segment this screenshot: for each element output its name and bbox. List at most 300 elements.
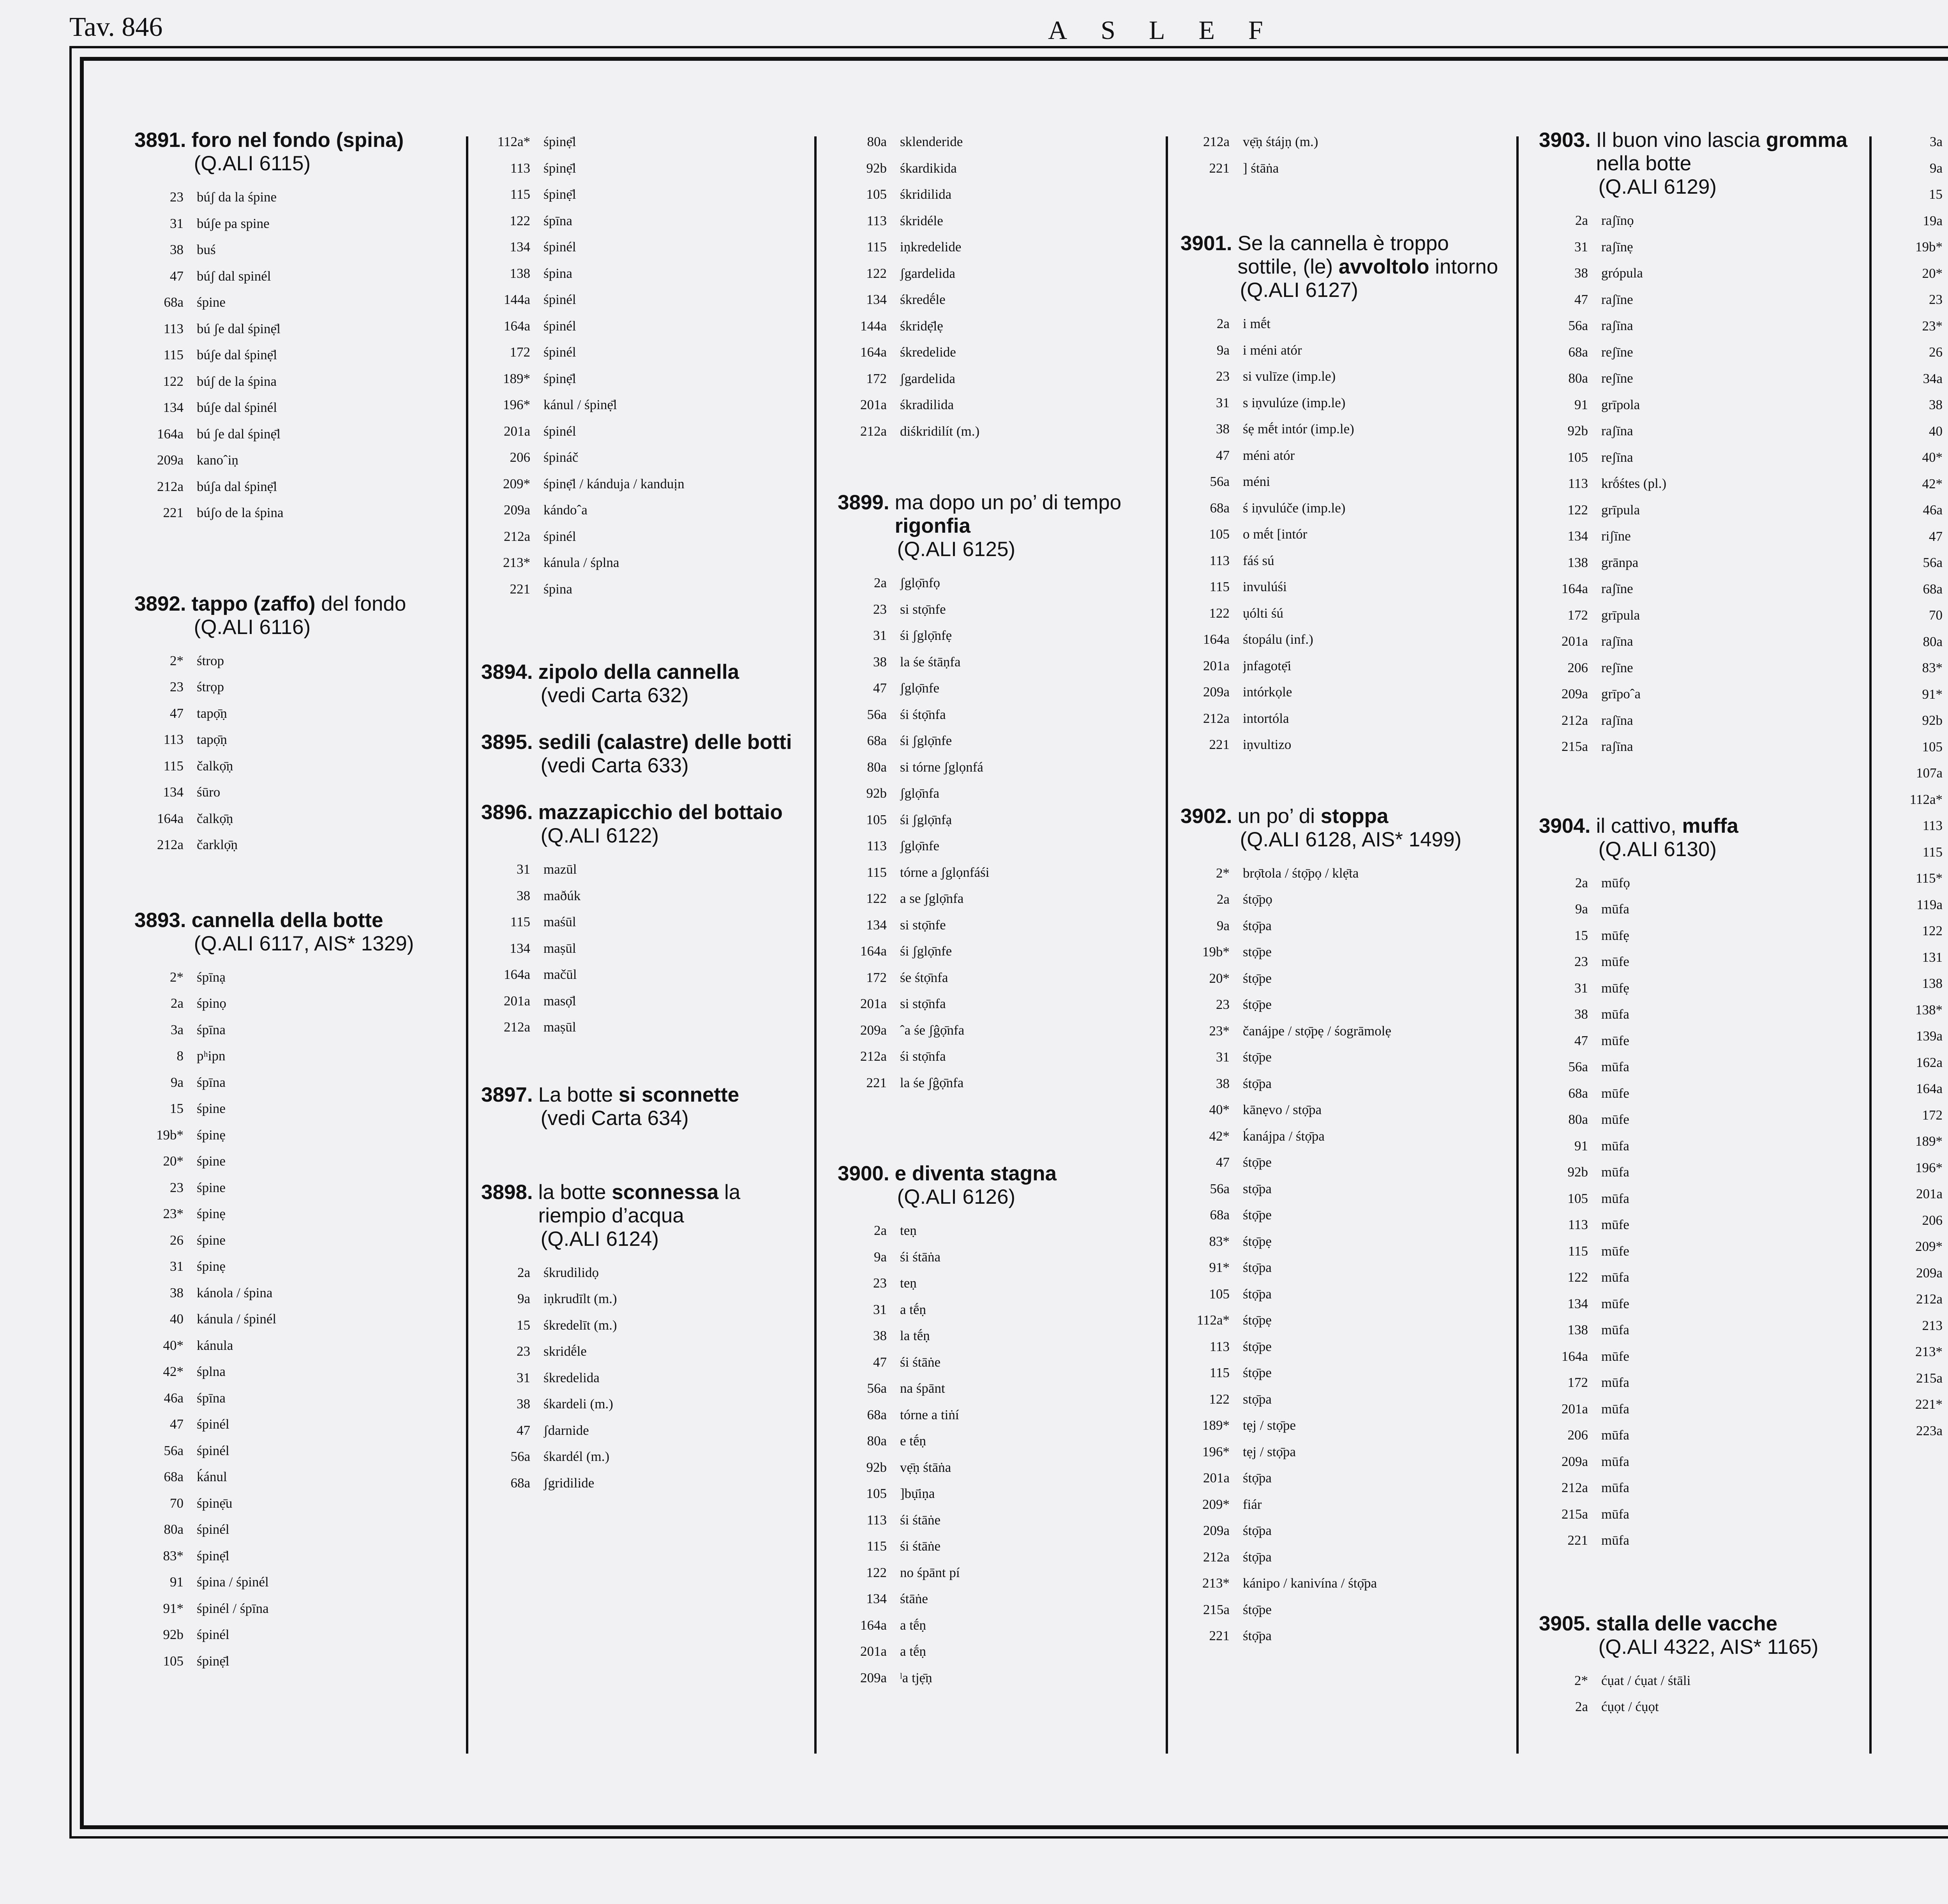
location-code: 144a: [503, 292, 530, 307]
dialect-form: reʃīne: [1601, 660, 1633, 675]
dialect-row: [838, 991, 1153, 1017]
dialect-form: śkredḗle: [900, 292, 946, 307]
entry-reference: (Q.ALI 6130): [1598, 837, 1717, 861]
dialect-row: [481, 1391, 801, 1417]
dialect-row: [1893, 1155, 1948, 1181]
dialect-row: [134, 421, 446, 447]
dialect-form: śi stọ̄nfa: [900, 1049, 946, 1064]
dialect-row: [838, 859, 1153, 886]
dialect-row: [1893, 1207, 1948, 1234]
entry-section: [134, 909, 446, 1674]
dialect-row: [1539, 602, 1851, 629]
location-code: 80a: [1923, 634, 1943, 649]
location-code: 47: [1216, 1155, 1230, 1170]
dialect-row: [838, 833, 1153, 859]
dialect-row: [1893, 576, 1948, 602]
location-code: 213*: [1202, 1575, 1230, 1591]
location-code: 105: [1567, 1190, 1588, 1206]
dialect-form: raʃīnẹ: [1601, 239, 1633, 254]
location-code: 92b: [1922, 713, 1943, 728]
location-code: 38: [170, 1285, 184, 1300]
dialect-form: raʃīna: [1601, 712, 1633, 728]
location-code: 209*: [503, 476, 530, 491]
location-code: 122: [866, 265, 887, 281]
location-code: 68a: [1923, 581, 1943, 597]
dialect-form: a se ʃglọ̄nfa: [900, 891, 964, 906]
dialect-form: iṇkrudīlt (m.): [543, 1291, 617, 1306]
entry-title-part: la riempio d’acqua: [538, 1180, 741, 1227]
dialect-form: śpina: [543, 265, 572, 281]
location-code: 47: [1574, 1033, 1588, 1048]
dialect-form: śpinẹ̄l: [543, 134, 576, 149]
dialect-row: [481, 1259, 801, 1286]
dialect-row: [1180, 679, 1504, 705]
dialect-row: [134, 1095, 446, 1122]
dialect-form: ʃdarnide: [543, 1422, 589, 1438]
location-code: 134: [866, 917, 887, 933]
dialect-form: grīpula: [1601, 607, 1640, 623]
dialect-row: [1539, 1133, 1851, 1159]
dialect-row: [134, 674, 446, 700]
dialect-form: mūfe: [1601, 1348, 1629, 1364]
entry-section: [481, 731, 801, 777]
dialect-row: [134, 237, 446, 263]
location-code: 9a: [1575, 901, 1588, 917]
dialect-form: la śe śtāṇfa: [900, 654, 961, 669]
entry-reference: (Q.ALI 6129): [1598, 175, 1717, 198]
dialect-row: [134, 832, 446, 858]
location-code: 113: [866, 213, 887, 228]
dialect-row: [838, 1296, 1153, 1323]
location-code: 196*: [1915, 1160, 1943, 1175]
location-code: 212a: [1203, 1549, 1230, 1565]
dialect-row: [1539, 470, 1851, 497]
dialect-row: [1539, 1527, 1851, 1554]
dialect-form: śi ʃglọ̄nfẹ: [900, 628, 952, 643]
entry-reference: (vedi Carta 633): [540, 754, 689, 777]
location-code: 68a: [1210, 1207, 1230, 1222]
dialect-row: [481, 856, 801, 883]
dialect-row: [1539, 1264, 1851, 1291]
location-code: 31: [517, 862, 530, 877]
location-code: 164a: [860, 344, 887, 360]
dialect-form: śpinẹ̄l: [197, 1548, 229, 1563]
dialect-row: [134, 1201, 446, 1227]
location-code: 2*: [170, 969, 184, 985]
dialect-row: [1539, 1369, 1851, 1396]
dialect-row: [838, 1323, 1153, 1349]
dialect-row: [1539, 1475, 1851, 1501]
dialect-row: [1180, 495, 1504, 521]
dialect-form: śpinẹ: [197, 1127, 226, 1143]
dialect-row: [1893, 1365, 1948, 1392]
entry-header: [481, 731, 801, 777]
location-code: 40: [170, 1311, 184, 1326]
location-code: 56a: [164, 1443, 184, 1458]
dialect-form: śtopálu (inf.): [1243, 632, 1313, 647]
dialect-row: [481, 961, 801, 988]
location-code: 47: [170, 705, 184, 721]
dialect-form: mūfa: [1601, 1427, 1629, 1443]
location-code: 47: [170, 268, 184, 284]
dialect-form: śpinél: [197, 1443, 229, 1458]
entry-title-part: sedili (calastre) delle botti: [538, 731, 792, 754]
location-code: 215a: [1203, 1602, 1230, 1617]
dialect-row: [481, 286, 801, 313]
location-code: 9a: [170, 1074, 184, 1090]
entry-header: [134, 129, 446, 175]
dialect-row: [1893, 1023, 1948, 1049]
location-code: 134: [866, 1591, 887, 1606]
dialect-row: [838, 1428, 1153, 1454]
location-code: 40*: [163, 1337, 184, 1353]
dialect-row: [1539, 948, 1851, 975]
entry-title-part: Il buon vino lascia: [1596, 129, 1766, 152]
dialect-row: [1180, 1544, 1504, 1570]
location-code: 47: [517, 1422, 530, 1438]
dialect-row: [1893, 339, 1948, 366]
dialect-row: [481, 1365, 801, 1391]
dialect-form: śpinọ: [197, 996, 226, 1011]
location-code: 2*: [1216, 865, 1230, 881]
entry-title: [1238, 232, 1504, 302]
dialect-row: [1893, 260, 1948, 287]
dialect-row: [838, 1533, 1153, 1560]
dialect-row: [1893, 129, 1948, 155]
dialect-row: [1539, 365, 1851, 392]
dialect-row: [838, 339, 1153, 366]
dialect-row: [1893, 1418, 1948, 1444]
entry-title: [538, 731, 801, 777]
column-1: [134, 129, 446, 1746]
location-code: 83*: [1209, 1233, 1230, 1249]
dialect-row: [1539, 1054, 1851, 1080]
dialect-form: mūfẹ: [1601, 927, 1629, 943]
entry-section: [481, 661, 801, 707]
dialect-form: búʃe dal śpinẹ̄l: [197, 347, 277, 362]
dialect-row: [134, 1227, 446, 1254]
dialect-row: [1180, 1360, 1504, 1386]
location-code: 56a: [1568, 1059, 1588, 1074]
dialect-row: [1539, 576, 1851, 602]
entry-number: 3905.: [1539, 1612, 1591, 1635]
location-code: 92b: [866, 160, 887, 176]
dialect-form: śkridilida: [900, 187, 952, 202]
dialect-form: maðúk: [543, 888, 581, 903]
dialect-form: mūfe: [1601, 1243, 1629, 1259]
dialect-row: [1180, 626, 1504, 653]
location-code: 223a: [1916, 1423, 1943, 1438]
location-code: 47: [1574, 291, 1588, 307]
dialect-form: mūfe: [1601, 1296, 1629, 1311]
dialect-row: [1180, 416, 1504, 442]
dialect-form: ]bụ̄iṇa: [900, 1486, 935, 1501]
dialect-row: [1893, 471, 1948, 497]
dialect-row: [481, 1286, 801, 1312]
location-code: 119a: [1916, 897, 1943, 912]
dialect-form: śtọ̄pẹ: [1243, 1312, 1272, 1328]
dialect-row: [134, 342, 446, 368]
dialect-form: raʃīna: [1601, 318, 1633, 333]
location-code: 189*: [1202, 1418, 1230, 1433]
location-code: 221: [163, 505, 184, 520]
dialect-row: [1180, 1228, 1504, 1255]
location-code: 122: [1922, 923, 1943, 938]
location-code: 209a: [1916, 1265, 1943, 1281]
location-code: 221: [866, 1075, 887, 1090]
dialect-row: [1539, 655, 1851, 681]
dialect-form: śpinẹ: [197, 1206, 226, 1221]
location-code: 46a: [1923, 502, 1943, 518]
location-code: 189*: [503, 371, 530, 386]
dialect-form: śtọ̄pa: [1243, 1076, 1272, 1091]
dialect-row: [134, 1411, 446, 1438]
dialect-form: kándoˆa: [543, 502, 588, 518]
location-code: 212a: [860, 423, 887, 439]
dialect-form: ćụọt / ćụọt: [1601, 1699, 1659, 1714]
entry-title-part: Se la cannella è troppo sottile, (le): [1237, 232, 1449, 278]
dialect-row: [481, 1470, 801, 1496]
dialect-row: [1893, 1286, 1948, 1312]
location-code: 134: [1567, 528, 1588, 544]
entry-section: [481, 1083, 801, 1130]
dialect-form: la tḗṇ: [900, 1328, 930, 1343]
entry-number: 3893.: [134, 908, 186, 932]
dialect-row: [1893, 760, 1948, 786]
dialect-form: mūfa: [1601, 901, 1629, 917]
entry-header: [1180, 805, 1504, 851]
dialect-row: [134, 1648, 446, 1674]
dialect-row: [1539, 1106, 1851, 1133]
dialect-row: [838, 1375, 1153, 1402]
location-code: 206: [1922, 1212, 1943, 1228]
dialect-row: [134, 700, 446, 727]
dialect-row: [1893, 1076, 1948, 1102]
dialect-row: [481, 883, 801, 909]
dialect-row: [1539, 628, 1851, 655]
location-code: 2*: [170, 653, 184, 668]
location-code: 122: [1567, 502, 1588, 518]
dialect-row: [1539, 975, 1851, 1001]
location-code: 23: [517, 1344, 530, 1359]
location-code: 115: [866, 864, 887, 880]
location-code: 19a: [1923, 213, 1943, 228]
dialect-row: [1893, 155, 1948, 182]
location-code: 8: [176, 1048, 184, 1063]
dialect-row: [1180, 600, 1504, 627]
entry-number: 3901.: [1180, 232, 1232, 255]
dialect-row: [1893, 208, 1948, 234]
dialect-row: [838, 1217, 1153, 1244]
dialect-form: mūfe: [1601, 1033, 1629, 1048]
location-code: 19b*: [1202, 944, 1230, 959]
location-code: 92b: [866, 1459, 887, 1475]
location-code: 113: [1922, 818, 1943, 833]
location-code: 19b*: [156, 1127, 184, 1143]
dialect-row: [134, 805, 446, 832]
location-code: 138*: [1915, 1002, 1943, 1017]
column-divider: [814, 136, 817, 1754]
dialect-row: [1893, 892, 1948, 918]
dialect-form: riʃīne: [1601, 528, 1631, 544]
location-code: 115: [866, 1538, 887, 1554]
entry-section: [1180, 232, 1504, 758]
dialect-form: śtọ̄pa: [1243, 1549, 1272, 1565]
dialect-row: [838, 807, 1153, 833]
dialect-row: [134, 1621, 446, 1648]
location-code: 91*: [163, 1600, 184, 1616]
dialect-row: [1180, 1465, 1504, 1491]
location-code: 139a: [1916, 1028, 1943, 1044]
dialect-form: śtọ̄pẹ: [1243, 1233, 1272, 1249]
location-code: 38: [873, 1328, 887, 1343]
location-code: 122: [510, 213, 530, 228]
entry-title-part: rigonfia: [895, 514, 970, 537]
dialect-row: [838, 234, 1153, 260]
entry-header: [481, 661, 801, 707]
location-code: 115: [163, 347, 184, 362]
location-code: 70: [170, 1495, 184, 1511]
dialect-form: śtọ̄pe: [1243, 1049, 1272, 1065]
location-code: 23: [1216, 369, 1230, 384]
dialect-row: [134, 1122, 446, 1148]
location-code: 212a: [860, 1049, 887, 1064]
dialect-form: śūro: [197, 784, 221, 800]
dialect-form: reʃīna: [1601, 449, 1633, 465]
location-code: 212a: [503, 1019, 530, 1035]
dialect-form: śpinél: [197, 1417, 229, 1432]
dialect-row: [1539, 313, 1851, 339]
location-code: 42*: [1209, 1128, 1230, 1144]
dialect-form: grópula: [1601, 265, 1643, 281]
location-code: 144a: [860, 318, 887, 334]
dialect-row: [1180, 548, 1504, 574]
dialect-form: čanájpe / stọ̄pẹ / śogrāmolẹ: [1243, 1023, 1391, 1039]
dialect-form: śpináč: [543, 450, 579, 465]
location-code: 112a*: [1909, 791, 1943, 807]
dialect-row: [1539, 339, 1851, 366]
entry-number: 3896.: [481, 801, 533, 824]
dialect-form: mūfa: [1601, 1375, 1629, 1390]
dialect-row: [1893, 392, 1948, 418]
dialect-form: tẹj / stọ̄pe: [1243, 1418, 1296, 1433]
dialect-row: [1893, 707, 1948, 734]
location-code: 105: [866, 187, 887, 202]
dialect-form: ʃglọ̄nfa: [900, 786, 940, 801]
dialect-row: [481, 418, 801, 445]
dialect-form: ḱánul: [197, 1469, 227, 1484]
location-code: 134: [866, 292, 887, 307]
entry-title: [538, 801, 801, 848]
dialect-form: mūfe: [1601, 1217, 1629, 1232]
dialect-form: śtọ̄pọ: [1243, 892, 1272, 907]
location-code: 206: [510, 450, 530, 465]
location-code: 2a: [1216, 316, 1230, 331]
location-code: 42*: [1922, 476, 1943, 491]
dialect-row: [1893, 497, 1948, 523]
location-code: 2*: [1574, 1673, 1588, 1688]
dialect-row: [1893, 1049, 1948, 1076]
dialect-row: [134, 1175, 446, 1201]
dialect-row: [1539, 523, 1851, 549]
dialect-row: [1539, 1238, 1851, 1265]
dialect-row: [1539, 1001, 1851, 1028]
dialect-row: [1893, 1102, 1948, 1129]
entry-title-part: cannella della botte: [191, 908, 383, 932]
entry-header: [481, 801, 801, 848]
dialect-row: [134, 1148, 446, 1175]
entry-title: [192, 592, 446, 639]
dialect-form: fiár: [1243, 1496, 1262, 1512]
dialect-form: čarklọ̄ṇ: [197, 837, 238, 852]
location-code: 164a: [157, 811, 184, 826]
location-code: 212a: [157, 479, 184, 494]
dialect-form: ʃgardelida: [900, 265, 955, 281]
entry-title-part: il cattivo,: [1596, 814, 1682, 837]
location-code: 113: [1209, 1339, 1230, 1354]
dialect-form: kánul / śpinẹ̄l: [543, 397, 617, 412]
location-code: 201a: [1203, 1470, 1230, 1485]
location-code: 164a: [860, 1617, 887, 1633]
dialect-form: śkardikida: [900, 160, 957, 176]
dialect-row: [134, 1569, 446, 1595]
location-code: 9a: [1216, 918, 1230, 933]
dialect-row: [1180, 363, 1504, 390]
dialect-row: [1893, 1312, 1948, 1339]
entry-title-part: del fondo: [315, 592, 406, 615]
dialect-row: [1180, 1070, 1504, 1097]
location-code: 172: [1922, 1107, 1943, 1123]
entry-header: [1180, 232, 1504, 302]
dialect-form: ụólti śú: [1243, 605, 1284, 621]
location-code: 115: [1209, 579, 1230, 594]
dialect-form: tẹj / stọ̄pa: [1243, 1444, 1296, 1459]
dialect-form: ʃgardelida: [900, 371, 955, 386]
dialect-row: [481, 1014, 801, 1040]
location-code: 164a: [1916, 1081, 1943, 1096]
dialect-row: [1180, 311, 1504, 337]
dialect-form: śpinẹ̄l: [543, 160, 576, 176]
dialect-form: śtọ̄pe: [1243, 1155, 1272, 1170]
entry-number: 3897.: [481, 1083, 533, 1106]
dialect-form: śi śtāṅe: [900, 1354, 941, 1370]
dialect-row: [838, 780, 1153, 807]
dialect-row: [838, 1349, 1153, 1376]
dialect-row: [1893, 786, 1948, 813]
dialect-row: [838, 1454, 1153, 1481]
dialect-form: ] śtāṅa: [1243, 160, 1279, 176]
location-code: 138: [1567, 1322, 1588, 1337]
dialect-row: [134, 1332, 446, 1359]
dialect-row: [1180, 574, 1504, 600]
location-code: 31: [170, 1259, 184, 1274]
dialect-row: [838, 1586, 1153, 1612]
dialect-row: [481, 234, 801, 260]
dialect-row: [1180, 1439, 1504, 1465]
entry-reference: (Q.ALI 6126): [897, 1185, 1016, 1208]
location-code: 56a: [867, 706, 887, 722]
location-code: 68a: [1568, 344, 1588, 360]
dialect-row: [134, 1516, 446, 1543]
dialect-row: [1180, 155, 1504, 182]
location-code: 115: [1209, 1365, 1230, 1380]
location-code: 38: [1574, 1007, 1588, 1022]
dialect-form: búʃe pa spine: [197, 215, 270, 231]
entry-section: [1180, 129, 1504, 181]
location-code: 38: [1929, 397, 1943, 412]
dialect-form: śkradilida: [900, 397, 954, 412]
dialect-row: [838, 964, 1153, 991]
